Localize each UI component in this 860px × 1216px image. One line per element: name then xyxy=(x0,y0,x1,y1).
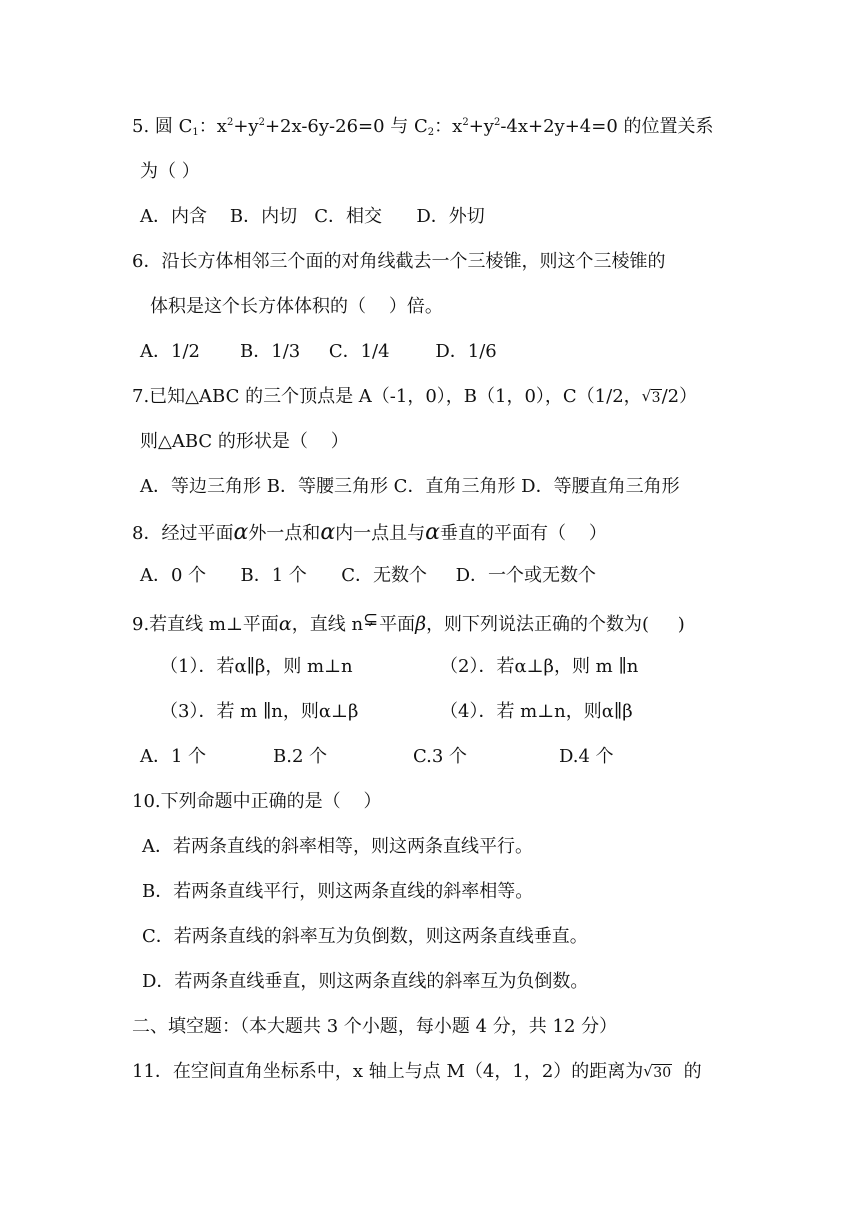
q8-options: A．0 个 B．1 个 C．无数个 D．一个或无数个 xyxy=(140,565,597,586)
q7-sqrt xyxy=(642,391,662,405)
q7-stem-line2: 则△ABC 的形状是（ ） xyxy=(140,431,349,452)
q9-plane: 平面 xyxy=(379,614,416,635)
q9-beta: β xyxy=(415,613,427,635)
q7-sqrt-arg: 3 xyxy=(651,390,661,406)
q9-option-b: B.2 个 xyxy=(273,746,328,767)
q5-part2: +y xyxy=(233,116,259,137)
q9-pre: 9.若直线 m⊥平面 xyxy=(132,614,279,635)
q5-part4: ：x xyxy=(434,116,463,137)
q5-sq1: 2 xyxy=(226,117,234,128)
q5-sub2: 2 xyxy=(427,127,435,138)
section-fill-in-heading: 二、填空题：（本大题共 3 个小题，每小题 4 分，共 12 分） xyxy=(132,1016,618,1037)
q6-stem-line1: 6．沿长方体相邻三个面的对角线截去一个三棱锥，则这个三棱锥的 xyxy=(132,251,666,272)
q9-item-2: （2）．若α⊥β，则 m ∥n xyxy=(440,656,639,677)
q9-item-4: （4）．若 m⊥n，则α∥β xyxy=(440,701,633,722)
q5-part5: +y xyxy=(468,116,494,137)
q8-alpha-3: α xyxy=(425,520,441,545)
q8-alpha-2: α xyxy=(320,520,336,545)
q9-post: ，则下列说法正确的个数为( ) xyxy=(426,614,685,635)
q7-options: A．等边三角形 B．等腰三角形 C．直角三角形 D．等腰直角三角形 xyxy=(140,476,680,497)
q9-alpha: α xyxy=(278,613,292,635)
q9-option-a: A．1 个 xyxy=(140,746,207,767)
q8-mid2: 内一点且与 xyxy=(335,523,426,544)
q9-item-3: （3）．若 m ∥n，则α⊥β xyxy=(160,701,359,722)
q5-stem-line1 xyxy=(132,118,714,136)
q9-option-c: C.3 个 xyxy=(413,746,468,767)
q5-options: A．内含 B．内切 C．相交 D．外切 xyxy=(140,206,485,227)
q11-sqrt xyxy=(643,1066,672,1080)
q10-stem: 10.下列命题中正确的是（ ） xyxy=(132,791,382,812)
q10-option-a: A．若两条直线的斜率相等，则这两条直线平行。 xyxy=(142,836,533,857)
q5-part3: +2x-6y-26=0 与 C xyxy=(264,116,428,137)
q9-item-1: （1）．若α∥β，则 m⊥n xyxy=(160,656,353,677)
q7-stem-pre: 7.已知△ABC 的三个顶点是 A（-1，0），B（1，0），C（1/2， xyxy=(132,386,642,407)
q11-sqrt-arg: 30 xyxy=(653,1065,672,1081)
q6-options: A．1/2 B．1/3 C．1/4 D．1/6 xyxy=(140,341,497,362)
q7-stem-line1 xyxy=(132,388,697,406)
q8-pre: 8．经过平面 xyxy=(132,523,234,544)
q8-stem xyxy=(132,522,607,544)
q5-sq2: 2 xyxy=(258,117,265,128)
q8-alpha-1: α xyxy=(233,520,249,545)
q10-option-c: C．若两条直线的斜率互为负倒数，则这两条直线垂直。 xyxy=(142,926,588,947)
q8-post: 垂直的平面有（ ） xyxy=(440,523,607,544)
q6-stem-line2: 体积是这个长方体体积的（ ）倍。 xyxy=(150,296,443,317)
q9-mid: ，直线 n xyxy=(291,614,364,635)
q11-stem xyxy=(132,1063,702,1081)
subsetneq-symbol xyxy=(363,615,379,629)
q5-sq4: 2 xyxy=(493,117,501,128)
q5-part6: -4x+2y+4=0 的位置关系 xyxy=(500,116,714,137)
q10-option-b: B．若两条直线平行，则这两条直线的斜率相等。 xyxy=(142,881,534,902)
q9-stem xyxy=(132,615,685,634)
q8-mid1: 外一点和 xyxy=(248,523,321,544)
q11-pre: 11．在空间直角坐标系中，x 轴上与点 M（4，1，2）的距离为 xyxy=(132,1061,644,1082)
q5-stem-line2: 为（ ） xyxy=(140,161,200,182)
q10-option-d: D．若两条直线垂直，则这两条直线的斜率互为负倒数。 xyxy=(142,971,589,992)
q7-stem-post: /2） xyxy=(661,386,698,407)
q5-sub1: 1 xyxy=(192,127,199,138)
q5-part1: ：x xyxy=(198,116,227,137)
q5-number: 5. xyxy=(132,116,150,137)
q9-option-d: D.4 个 xyxy=(559,746,614,767)
q5-lead: 圆 C xyxy=(154,116,193,137)
q11-post: 的 xyxy=(672,1061,702,1082)
q5-sq3: 2 xyxy=(462,117,469,128)
